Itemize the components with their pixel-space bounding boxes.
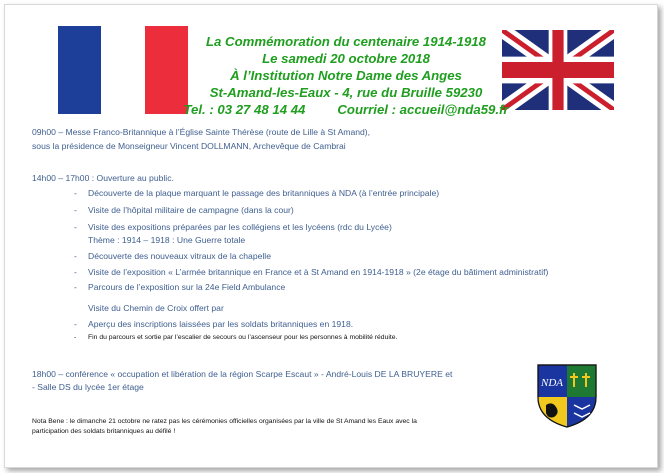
- header-contact: [183, 101, 509, 118]
- header-venue: À l’Institution Notre Dame des Anges: [230, 68, 462, 83]
- header-email: Courriel : accueil@nda59.fr: [337, 102, 509, 117]
- nda-crest-icon: [536, 363, 598, 429]
- theme-line: Thème : 1914 – 1918 : Une Guerre totale: [88, 235, 246, 245]
- list-item: Visite du Chemin de Croix offert par: [88, 303, 224, 313]
- afternoon-heading: 14h00 – 17h00 : Ouverture au public.: [32, 173, 174, 183]
- conference-line-1: 18h00 – conférence « occupation et libération de la région Scarpe Escaut » - André-Louis DE LA BRUYERE et: [32, 369, 453, 379]
- list-item: Visite de l’exposition « L’armée britannique en France et à St Amand en 1914-1918 » (2e étage du bâtiment administratif): [88, 267, 549, 277]
- accessibility-note: Fin du parcours et sortie par l’escalier de secours ou l’ascenseur pour les personnes à mobilité réduite.: [88, 334, 398, 341]
- event-header: [183, 33, 509, 118]
- list-item: Visite des expositions préparées par les collégiens et les lycéens (rdc du Lycée): [88, 222, 392, 232]
- bullet: -: [74, 267, 77, 277]
- bullet: -: [74, 188, 77, 198]
- list-item: Visite de l’hôpital militaire de campagne (dans la cour): [88, 205, 294, 215]
- nota-bene-line-2: participation des soldats britanniques au défilé !: [32, 428, 176, 435]
- nota-bene-line-1: Nota Bene : le dimanche 21 octobre ne ratez pas les cérémonies officielles organisées par la ville de St Amand les Eaux avec la: [32, 418, 417, 425]
- header-phone: Tel. : 03 27 48 14 44: [183, 102, 306, 117]
- bullet: -: [74, 319, 77, 329]
- bullet: -: [74, 334, 77, 341]
- bullet: -: [74, 282, 77, 292]
- messe-line-1: 09h00 – Messe Franco-Britannique à l’Église Sainte Thérèse (route de Lille à St Amand),: [32, 127, 371, 137]
- messe-line-2: sous la présidence de Monseigneur Vincent DOLLMANN, Archevêque de Cambrai: [32, 141, 346, 151]
- list-item: Découverte de la plaque marquant le passage des britanniques à NDA (à l’entrée principale): [88, 188, 440, 198]
- bullet: -: [74, 222, 77, 232]
- flag-of-france: [58, 26, 188, 114]
- conference-line-2: - Salle DS du lycée 1er étage: [32, 382, 144, 392]
- list-item: Aperçu des inscriptions laissées par les soldats britanniques en 1918.: [88, 319, 354, 329]
- list-item: Découverte des nouveaux vitraux de la chapelle: [88, 251, 271, 261]
- bullet: -: [74, 205, 77, 215]
- svg-text:NDA: NDA: [541, 377, 563, 389]
- bullet: -: [74, 251, 77, 261]
- flag-of-united-kingdom: [502, 30, 614, 110]
- header-address: St-Amand-les-Eaux - 4, rue du Bruille 59230: [209, 85, 483, 100]
- header-date: Le samedi 20 octobre 2018: [262, 51, 430, 66]
- header-title: La Commémoration du centenaire 1914-1918: [206, 34, 486, 49]
- list-item: Parcours de l’exposition sur la 24e Field Ambulance: [88, 282, 286, 292]
